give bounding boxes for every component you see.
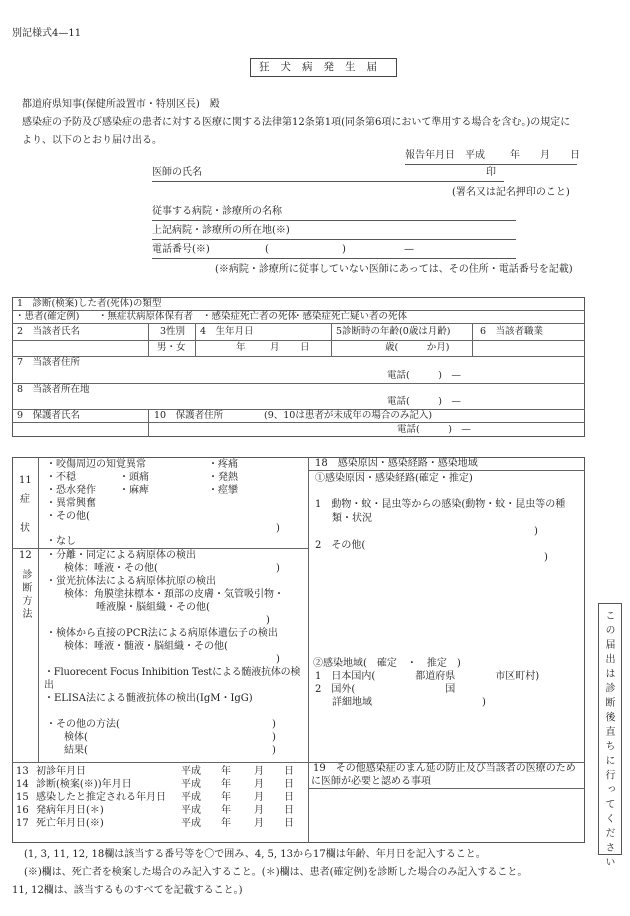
symptoms-label-num: 11 — [19, 475, 32, 486]
case-type-patient[interactable]: ・患者(確定例) — [15, 311, 80, 322]
phone-open-paren: ( — [265, 244, 269, 255]
diag-isolation-specimen[interactable]: 検体：唾液・その他( — [64, 563, 158, 574]
diag-pcr-specimen[interactable]: 検体：唾液・髄液・脳組織・その他( — [64, 641, 228, 652]
infection-cause-1-cont: 類・状況 — [332, 513, 372, 524]
case-type-asymptomatic[interactable]: ・無症状病原体保有者 — [98, 311, 194, 322]
infection-cause-2-close: ) — [544, 552, 548, 563]
doctor-name-field[interactable] — [152, 168, 504, 182]
diag-pcr[interactable]: ・検体から直接のPCR法による病原体遺伝子の検出 — [46, 628, 278, 639]
occupation-input[interactable] — [473, 341, 584, 355]
guardian-note: (9、10は患者が未成年の場合のみ記入) — [264, 410, 433, 421]
symptom-convulsion[interactable]: ・痙攣 — [208, 485, 238, 496]
diag-fluorescent[interactable]: ・蛍光抗体法による病原体抗原の検出 — [46, 576, 216, 587]
hospital-address-field[interactable] — [152, 226, 516, 240]
symptom-pain[interactable]: ・疼痛 — [208, 459, 238, 470]
report-date-era: 平成 — [465, 150, 485, 161]
diag-other-specimen-close: ) — [272, 732, 276, 743]
sex-options[interactable]: 男・女 — [157, 342, 186, 353]
infection-cause-1[interactable]: 1 動物・蚊・昆虫等からの感染(動物・蚊・昆虫等の種 — [315, 499, 566, 510]
diag-other-method[interactable]: ・その他の方法( — [46, 719, 120, 730]
symptom-hydrophobia[interactable]: ・恐水発作 — [46, 485, 96, 496]
symptom-excitement[interactable]: ・異常興奮 — [46, 498, 96, 509]
seal-mark: 印 — [486, 167, 496, 178]
diag-isolation-close: ) — [276, 563, 280, 574]
phone-close-paren: ) — [342, 244, 346, 255]
symptom-other-close: ) — [276, 523, 280, 534]
location-label: 8 当該者所在地 — [17, 384, 90, 395]
diag-other-specimen[interactable]: 検体( — [64, 732, 88, 743]
infection-cause-1-close: ) — [534, 526, 538, 537]
case-type-death[interactable]: ・感染症死亡者の死体 — [202, 311, 298, 322]
report-date-month: 月 — [540, 150, 550, 161]
age-value[interactable]: 歳( か月) — [385, 342, 450, 353]
case-type-suspected-death[interactable]: ・感染症死亡疑い者の死体 — [293, 311, 408, 322]
age-label: 5診断時の年齢(0歳は月齢) — [336, 326, 451, 337]
occupation-label: 6 当該者職業 — [480, 326, 544, 337]
symptoms-label-char-1: 症 — [20, 494, 30, 505]
symptom-fever[interactable]: ・発熱 — [208, 472, 238, 483]
other-matters-line-1: 19 その他感染症のまん延の防止及び当該者の医療のため — [313, 763, 576, 774]
diag-pcr-close: ) — [276, 654, 280, 665]
infection-cause-title[interactable]: ①感染原因・感染経路(確定・推定) — [315, 473, 473, 484]
birth-year: 年 — [236, 342, 246, 353]
sex-label: 3性別 — [160, 326, 186, 337]
diag-ffit[interactable]: ・Fluorecent Focus Inhibition Testによる髄液抗体の検 — [44, 667, 301, 678]
hospital-name-label: 従事する病院・診療所の名称 — [152, 206, 282, 217]
diag-fluorescent-close: ) — [266, 615, 270, 626]
address-label: 7 当該者住所 — [17, 357, 81, 368]
diag-isolation[interactable]: ・分離・同定による病原体の検出 — [46, 550, 196, 561]
location-phone[interactable]: 電話( ) — — [387, 396, 461, 407]
infection-header: 18 感染原因・感染経路・感染地域 — [315, 458, 478, 469]
diag-ffit-cont: 出 — [44, 680, 54, 691]
symptom-paresthesia[interactable]: ・咬傷周辺の知覚異常 — [46, 459, 146, 470]
diag-elisa[interactable]: ・ELISA法による髄液抗体の検出(IgM・IgG) — [44, 693, 253, 704]
phone-dash: — — [404, 244, 414, 255]
footnote-1: (1, 3, 11, 12, 18欄は該当する番号等を〇で囲み、4, 5, 13から17欄は年齢、年月日を記入すること。 — [24, 849, 486, 860]
form-title: 狂犬病発生届 — [250, 58, 397, 77]
infection-region-detail: 詳細地域 ) — [332, 697, 486, 708]
other-matters-line-2: に医師が必要と認める事項 — [311, 776, 431, 787]
hospital-name-field[interactable] — [152, 207, 516, 221]
report-date-label: 報告年月日 — [405, 150, 455, 161]
report-date-day: 日 — [570, 150, 580, 161]
symptoms-label-char-2: 状 — [20, 523, 30, 534]
infection-region-domestic[interactable]: 1 日本国内( 都道府県 市区町村) — [315, 671, 540, 682]
diag-fluorescent-specimen-1[interactable]: 検体：角膜塗抹標本・頚部の皮膚・気管吸引物・ — [64, 589, 284, 600]
form-number: 別記様式4—11 — [12, 28, 82, 39]
guardian-phone[interactable]: 電話( ) — — [397, 424, 471, 435]
birth-day: 日 — [300, 342, 310, 353]
diag-other-result-close: ) — [272, 745, 276, 756]
footnote-3: 11, 12欄は、該当するものすべてを記載すること。) — [12, 885, 243, 896]
side-notice-text: この届出は診断後直ちに行ってください — [603, 610, 614, 871]
symptom-paralysis[interactable]: ・麻痺 — [119, 485, 149, 496]
address-phone[interactable]: 電話( ) — — [387, 370, 461, 381]
preamble-line-1: 感染症の予防及び感染症の患者に対する医療に関する法律第12条第1項(同条第6項において準用する場合を含む。)の規定に — [22, 117, 571, 128]
row1-label: 1 診断(検案)した者(死体)の類型 — [17, 298, 162, 309]
symptom-headache[interactable]: ・頭痛 — [119, 472, 149, 483]
patient-name-label: 2 当該者氏名 — [17, 326, 81, 337]
diag-other-result[interactable]: 結果( — [64, 745, 88, 756]
preamble-line-2: より、以下のとおり届け出る。 — [22, 135, 162, 146]
phone-field[interactable] — [152, 245, 516, 259]
patient-name-input[interactable] — [13, 341, 147, 355]
diagnosis-label-chars: 診断方法 — [20, 569, 31, 621]
doctor-note: (※病院・診療所に従事していない医師にあっては、その住所・電話番号を記載) — [215, 264, 573, 275]
diagnosis-label-num: 12 — [19, 550, 32, 561]
symptom-none[interactable]: ・なし — [46, 536, 76, 547]
side-notice-box — [598, 603, 622, 871]
footnote-2: (※)欄は、死亡者を検案した場合のみ記入すること。(＊)欄は、患者(確定例)を診断した場合のみ記入すること。 — [24, 867, 528, 878]
report-date-field[interactable] — [405, 150, 580, 165]
birth-month: 月 — [270, 342, 280, 353]
birthdate-label: 4 生年月日 — [200, 326, 254, 337]
doctor-name-label: 医師の氏名 — [152, 167, 202, 178]
hospital-address-label: 上記病院・診療所の所在地(※) — [152, 225, 290, 236]
infection-cause-2[interactable]: 2 その他( — [315, 540, 366, 551]
infection-region-overseas[interactable]: 2 国外( 国 — [315, 684, 456, 695]
phone-label: 電話番号(※) — [152, 244, 210, 255]
other-matters-input[interactable] — [309, 789, 584, 842]
symptom-agitation[interactable]: ・不穏 — [46, 472, 76, 483]
sign-note: (署名又は記名押印のこと) — [452, 187, 570, 198]
diag-fluorescent-specimen-2[interactable]: 唾液腺・脳組織・その他( — [96, 602, 210, 613]
report-date-year: 年 — [510, 150, 520, 161]
guardian-name-label: 9 保護者氏名 — [17, 410, 81, 421]
diag-other-method-close: ) — [272, 719, 276, 730]
addressee: 都道府県知事(保健所設置市・特別区長) 殿 — [22, 99, 220, 110]
guardian-address-label: 10 保護者住所 — [154, 410, 224, 421]
symptom-other[interactable]: ・その他( — [46, 511, 90, 522]
infection-region-title[interactable]: ②感染地域( 確定 ・ 推定 ) — [313, 658, 461, 669]
